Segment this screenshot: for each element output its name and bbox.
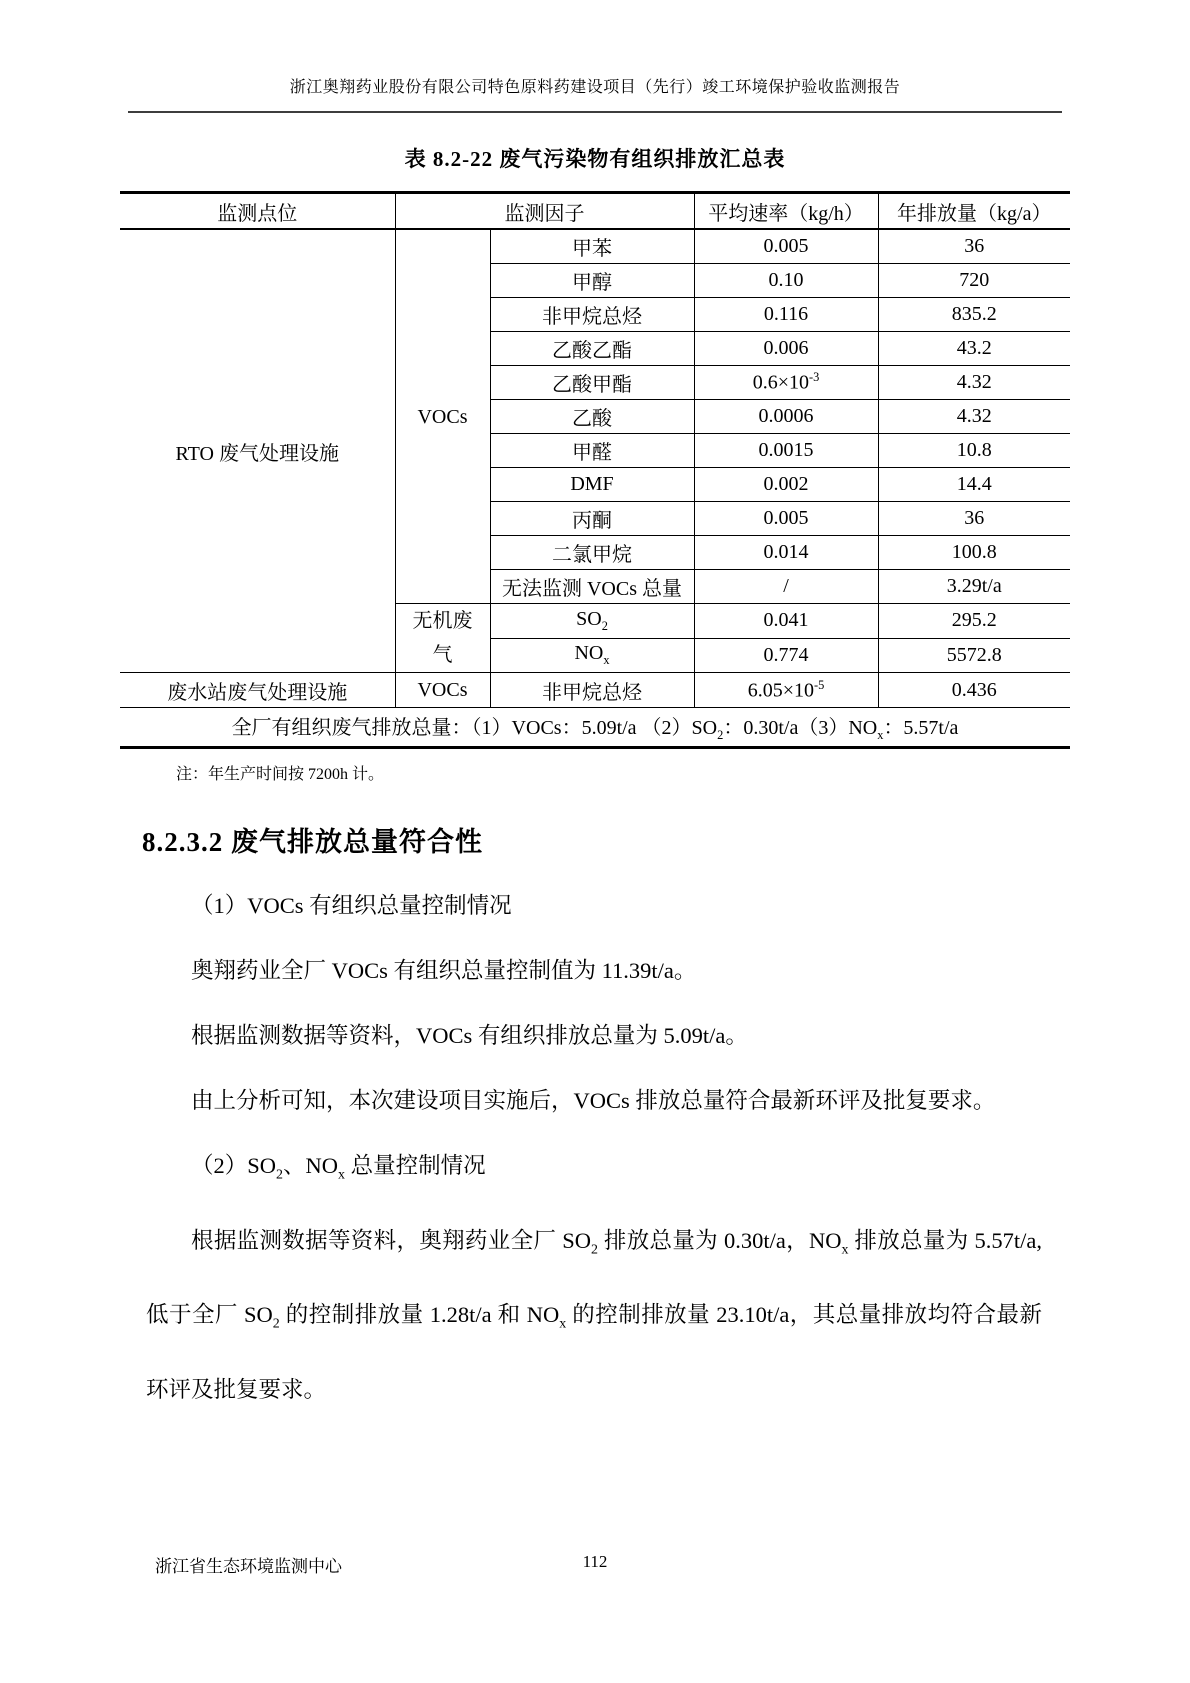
table-row [120, 229, 1070, 264]
annual-cell: 720 [878, 264, 1070, 298]
site-cell: 废水站废气处理设施 [120, 673, 395, 708]
rate-cell: 0.006 [694, 332, 878, 366]
annual-cell: 0.436 [878, 673, 1070, 708]
annual-cell: 14.4 [878, 468, 1070, 502]
factor-cell: 乙酸乙酯 [490, 332, 694, 366]
footer-organization: 浙江省生态环境监测中心 [155, 1557, 342, 1576]
paragraph: 根据监测数据等资料，VOCs 有组织排放总量为 5.09t/a。 [191, 1023, 748, 1048]
factor-cell: 非甲烷总烃 [490, 298, 694, 332]
emissions-table-body [120, 229, 1070, 708]
table-note: 注：年生产时间按 7200h 计。 [176, 766, 385, 783]
table-title: 表 8.2-22 废气污染物有组织排放汇总表 [404, 147, 786, 171]
header-factor: 监测因子 [395, 193, 694, 230]
annual-cell: 3.29t/a [878, 570, 1070, 604]
rate-cell: $6.05\times 10^{-5}$ [694, 673, 878, 708]
factor-cell: 甲醇 [490, 264, 694, 298]
annual-cell: 36 [878, 502, 1070, 536]
annual-cell: 4.32 [878, 400, 1070, 434]
site-cell: RTO 废气处理设施 [120, 229, 395, 673]
rate-cell: / [694, 570, 878, 604]
rate-cell: 0.002 [694, 468, 878, 502]
factor-cell: 甲苯 [490, 229, 694, 264]
factor-cell: 非甲烷总烃 [490, 673, 694, 708]
table-header [120, 193, 1070, 230]
rate-cell: 0.0015 [694, 434, 878, 468]
factor-cell: 二氯甲烷 [490, 536, 694, 570]
paragraph: 由上分析可知，本次建设项目实施后，VOCs 排放总量符合最新环评及批复要求。 [191, 1088, 996, 1113]
paragraph: 根据监测数据等资料，奥翔药业全厂 $SO_2$ 排放总量为 0.30t/a，$NO_x$ 排放总量为 5.57t/a,低于全厂 $SO_2$ 的控制排放量 1.28t/a 和 $NO_x$ 的控制排放量 23.10t/a，其总量排放均符合最新环评及批复要求。 [146, 1227, 1042, 1402]
paragraph: $(2)SO_2$、$NO_x$ 总量控制情况 [191, 1153, 486, 1183]
rate-cell: 0.10 [694, 264, 878, 298]
factor-cell: 乙酸 [490, 400, 694, 434]
rate-cell: 0.041 [694, 604, 878, 639]
factor-cell: 丙酮 [490, 502, 694, 536]
header-rate: 平均速率（kg/h） [694, 193, 878, 230]
table-header-row [120, 193, 1070, 230]
factor-cell: 乙酸甲酯 [490, 366, 694, 400]
rate-cell: 0.014 [694, 536, 878, 570]
annual-cell: 5572.8 [878, 638, 1070, 673]
annual-cell: 4.32 [878, 366, 1070, 400]
page-header [0, 0, 1190, 98]
table-row [120, 673, 1070, 708]
category-cell: VOCs [395, 673, 490, 708]
rate-cell: 0.0006 [694, 400, 878, 434]
rate-cell: 0.005 [694, 229, 878, 264]
emissions-table-summary [120, 708, 1070, 748]
section-body [146, 873, 1042, 1422]
summary-cell: 全厂有组织废气排放总量：（1）VOCs：5.09t/a $(2)SO_2$：$0.30t/a(3)NO_x$：5.57t/a [231, 717, 959, 742]
factor-cell: DMF [490, 468, 694, 502]
paragraph: 奥翔药业全厂 VOCs 有组织总量控制值为 11.39t/a。 [191, 958, 697, 983]
factor-cell: 甲醛 [490, 434, 694, 468]
factor-cell: $SO_2$ [490, 604, 694, 639]
rate-cell: 0.774 [694, 638, 878, 673]
report-title: 浙江奥翔药业股份有限公司特色原料药建设项目（先行）竣工环境保护验收监测报告 [289, 79, 901, 96]
category-cell: VOCs [395, 229, 490, 604]
paragraph: （1）VOCs 有组织总量控制情况 [191, 893, 512, 918]
section-heading: 8.2.3.2 废气排放总量符合性 [142, 827, 483, 857]
rate-cell: $0.6\times 10^{-3}$ [694, 366, 878, 400]
header-annual: 年排放量（kg/a） [878, 193, 1070, 230]
factor-cell: 无法监测 VOCs 总量 [490, 570, 694, 604]
annual-cell: 100.8 [878, 536, 1070, 570]
annual-cell: 36 [878, 229, 1070, 264]
annual-cell: 835.2 [878, 298, 1070, 332]
summary-row [120, 708, 1070, 748]
header-site: 监测点位 [120, 193, 395, 230]
emissions-summary-table [120, 191, 1070, 749]
factor-cell: $NO_x$ [490, 638, 694, 673]
rate-cell: 0.005 [694, 502, 878, 536]
rate-cell: 0.116 [694, 298, 878, 332]
footer-page-number: 112 [582, 1552, 608, 1571]
header-rule [128, 111, 1062, 113]
annual-cell: 295.2 [878, 604, 1070, 639]
annual-cell: 10.8 [878, 434, 1070, 468]
category-cell: 无机废气 [395, 604, 490, 673]
annual-cell: 43.2 [878, 332, 1070, 366]
